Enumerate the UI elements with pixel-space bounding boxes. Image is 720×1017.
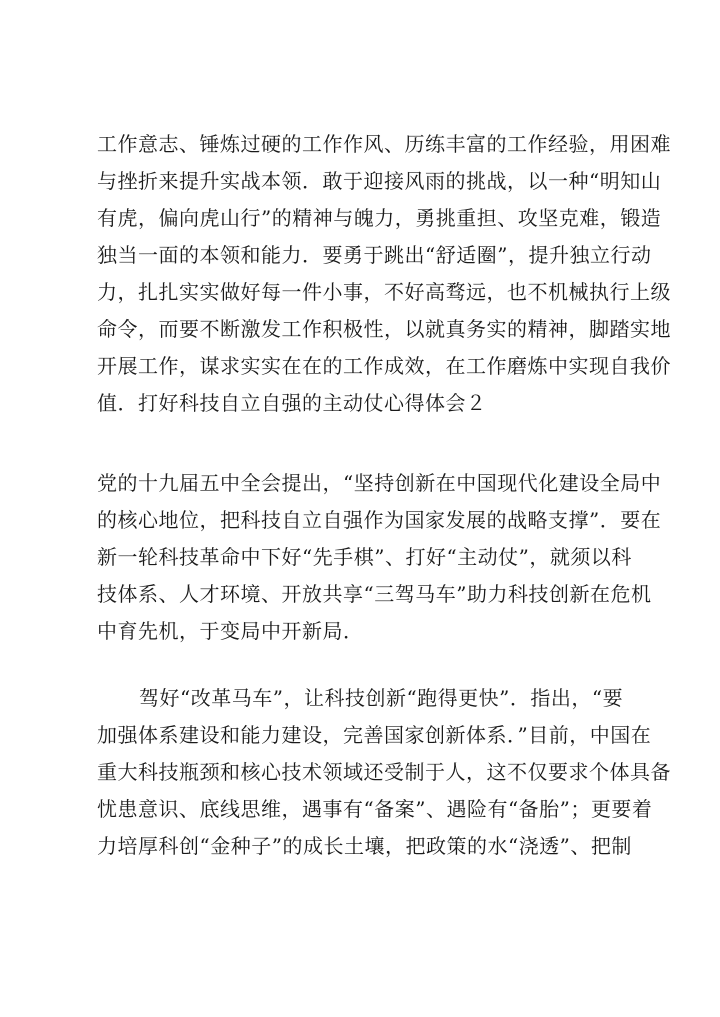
paragraph-1: [97, 126, 671, 422]
text-line: 加强体系建设和能力建设，完善国家创新体系．”目前，中国在: [97, 723, 652, 747]
text-line: 有虎，偏向虎山行”的精神与魄力，勇挑重担、攻坚克难，锻造: [97, 206, 662, 230]
text-line: 值．打好科技自立自强的主动仗心得体会２: [97, 391, 487, 415]
text-line: 力，扎扎实实做好每一件小事，不好高骛远，也不机械执行上级: [97, 280, 671, 304]
paragraph-2: [97, 465, 662, 650]
text-line: 技体系、人才环境、开放共享“三驾马车”助力科技创新在危机: [97, 582, 652, 606]
text-line: 新一轮科技革命中下好“先手棋”、打好“主动仗”，就须以科: [97, 545, 632, 569]
text-line: 独当一面的本领和能力．要勇于跳出“舒适圈”，提升独立行动: [97, 243, 652, 267]
text-line: 命令，而要不断激发工作积极性，以就真务实的精神，脚踏实地: [97, 317, 671, 341]
text-line: 重大科技瓶颈和核心技术领域还受制于人，这不仅要求个体具备: [97, 760, 671, 784]
text-line: 忧患意识、底线思维，遇事有“备案”、遇险有“备胎”；更要着: [97, 797, 653, 821]
text-line: 工作意志、锤炼过硬的工作作风、历练丰富的工作经验，用困难: [97, 132, 671, 156]
paragraph-3: [97, 680, 671, 865]
text-line: 的核心地位，把科技自立自强作为国家发展的战略支撑”．要在: [97, 508, 662, 532]
text-line: 驾好“改革马车”，让科技创新“跑得更快”．指出，“要: [139, 686, 624, 710]
text-line: 党的十九届五中全会提出，“坚持创新在中国现代化建设全局中: [97, 471, 662, 495]
text-line: 力培厚科创“金种子”的成长土壤，把政策的水“浇透”、把制: [97, 834, 632, 858]
text-line: 中育先机，于变局中开新局．: [97, 619, 364, 643]
text-line: 与挫折来提升实战本领．敢于迎接风雨的挑战，以一种“明知山: [97, 169, 662, 193]
text-line: 开展工作，谋求实实在在的工作成效，在工作磨炼中实现自我价: [97, 354, 671, 378]
